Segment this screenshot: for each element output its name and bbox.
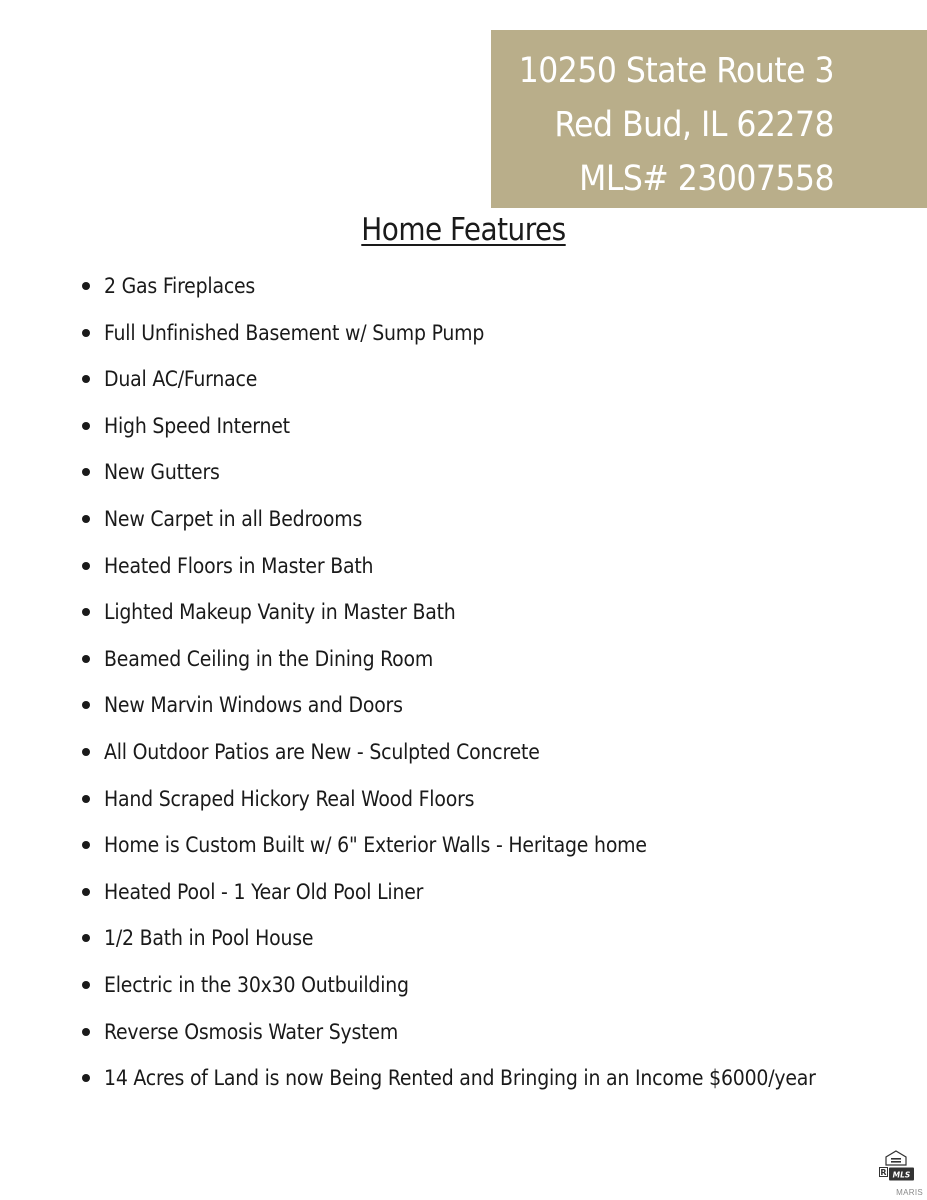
bullet-icon — [82, 981, 90, 989]
bullet-icon — [82, 795, 90, 803]
bullet-icon — [82, 655, 90, 663]
address-city-state-zip: Red Bud, IL 62278 — [554, 105, 834, 145]
bullet-icon — [82, 375, 90, 383]
feature-item — [0, 313, 816, 360]
feature-item — [0, 825, 816, 872]
page-title: Home Features — [361, 212, 566, 248]
feature-item — [0, 872, 816, 919]
feature-item — [0, 359, 816, 406]
bullet-icon — [82, 608, 90, 616]
feature-item — [0, 592, 816, 639]
feature-item — [0, 1012, 816, 1059]
feature-item — [0, 965, 816, 1012]
bullet-icon — [82, 562, 90, 570]
feature-item — [0, 685, 816, 732]
feature-text: New Gutters — [104, 460, 220, 485]
feature-item — [0, 452, 816, 499]
feature-text: All Outdoor Patios are New - Sculpted Concrete — [104, 739, 540, 764]
mls-logo-text: MLS — [892, 1170, 911, 1180]
feature-text: 1/2 Bath in Pool House — [104, 926, 314, 951]
feature-text: New Marvin Windows and Doors — [104, 693, 403, 718]
feature-text: Hand Scraped Hickory Real Wood Floors — [104, 786, 475, 811]
feature-item — [0, 732, 816, 779]
feature-item — [0, 1058, 816, 1105]
bullet-icon — [82, 841, 90, 849]
bullet-icon — [82, 422, 90, 430]
feature-text: 14 Acres of Land is now Being Rented and Bringing in an Income $6000/year — [104, 1066, 816, 1091]
equal-housing-realtor-mls-icon — [879, 1150, 915, 1184]
watermark-text: MARIS — [896, 1188, 923, 1197]
feature-item — [0, 406, 816, 453]
feature-text: Heated Floors in Master Bath — [104, 553, 374, 578]
feature-text: Reverse Osmosis Water System — [104, 1019, 399, 1044]
bullet-icon — [82, 282, 90, 290]
feature-text: Heated Pool - 1 Year Old Pool Liner — [104, 879, 424, 904]
feature-text: Lighted Makeup Vanity in Master Bath — [104, 600, 456, 625]
bullet-icon — [82, 701, 90, 709]
feature-text: New Carpet in all Bedrooms — [104, 506, 363, 531]
feature-item — [0, 266, 816, 313]
feature-text: Electric in the 30x30 Outbuilding — [104, 972, 409, 997]
bullet-icon — [82, 1028, 90, 1036]
feature-item — [0, 546, 816, 593]
bullet-icon — [82, 515, 90, 523]
address-banner — [491, 30, 927, 208]
feature-text: Full Unfinished Basement w/ Sump Pump — [104, 320, 485, 345]
bullet-icon — [82, 1074, 90, 1082]
bullet-icon — [82, 329, 90, 337]
bullet-icon — [82, 468, 90, 476]
feature-item — [0, 779, 816, 826]
bullet-icon — [82, 934, 90, 942]
bullet-icon — [82, 888, 90, 896]
features-list — [0, 266, 816, 1105]
feature-item — [0, 499, 816, 546]
feature-text: High Speed Internet — [104, 413, 290, 438]
mls-number: MLS# 23007558 — [579, 159, 834, 199]
bullet-icon — [82, 748, 90, 756]
feature-text: 2 Gas Fireplaces — [104, 274, 256, 298]
address-street: 10250 State Route 3 — [518, 51, 834, 91]
feature-text: Beamed Ceiling in the Dining Room — [104, 646, 434, 671]
feature-item — [0, 639, 816, 686]
feature-text: Dual AC/Furnace — [104, 367, 258, 392]
feature-text: Home is Custom Built w/ 6" Exterior Walls - Heritage home — [104, 833, 647, 858]
feature-item — [0, 918, 816, 965]
svg-text:R: R — [880, 1168, 887, 1177]
